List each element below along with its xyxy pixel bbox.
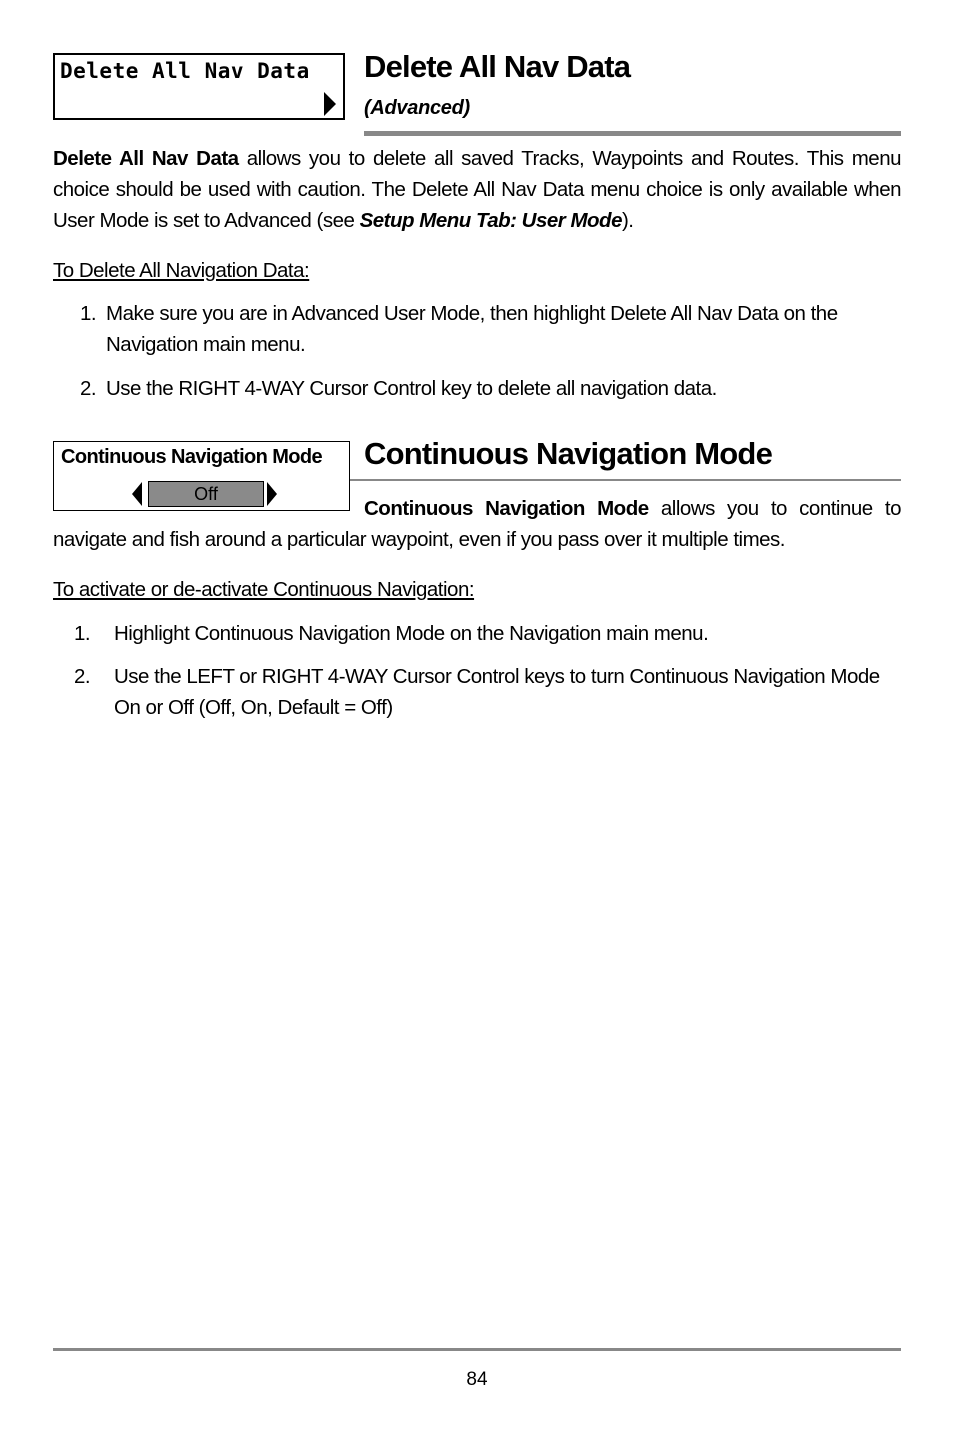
heading-rule: [364, 131, 901, 136]
procedure-title-continuous: To activate or de-activate Continuous Navigation:: [53, 578, 475, 601]
intro-reference: Setup Menu Tab: User Mode: [359, 209, 622, 232]
section-heading-delete-all-nav-data: Delete All Nav Data: [364, 49, 631, 84]
value-selector: [132, 481, 277, 507]
section-heading-continuous-navigation-mode: Continuous Navigation Mode: [364, 436, 773, 471]
section-subheading-advanced: (Advanced): [364, 97, 470, 119]
selected-value: Off: [148, 481, 264, 507]
footer-rule: [53, 1348, 901, 1351]
step-text: Use the RIGHT 4-WAY Cursor Control key to delete all navigation data.: [106, 377, 717, 400]
intro-bold-term: Continuous Navigation Mode: [364, 497, 649, 520]
right-arrow-icon: [267, 482, 277, 506]
step-number: 1.: [74, 622, 91, 645]
step-number: 1.: [80, 302, 97, 325]
delete-all-nav-data-menu-image: [53, 53, 345, 120]
procedure-title-delete: To Delete All Navigation Data:: [53, 259, 310, 282]
delete-nav-intro-paragraph: [53, 143, 901, 236]
list-item: [74, 661, 884, 723]
page-number: 84: [466, 1369, 488, 1390]
continuous-nav-intro-line1: [364, 493, 901, 524]
step-text: Make sure you are in Advanced User Mode, then highlight Delete All Nav Data on the Navigation main menu.: [106, 302, 838, 356]
step-text: Use the LEFT or RIGHT 4-WAY Cursor Control keys to turn Continuous Navigation Mode On or Off (Off, On, Default = Off): [114, 665, 880, 719]
intro-text: allows you to continue to: [648, 497, 901, 520]
intro-text-end: ).: [621, 209, 634, 232]
heading-rule: [350, 479, 901, 481]
list-item: [74, 618, 884, 649]
continuous-nav-intro-line2: navigate and fish around a particular waypoint, even if you pass over it multiple times.: [53, 528, 785, 551]
right-arrow-icon: [324, 92, 336, 116]
intro-text: allows you to delete all saved Tracks, Waypoints and Routes. This menu choice should be used with caution. The Delete All Nav Data menu choice is only available when User Mode is set to Advanced (see: [53, 147, 902, 232]
list-item: [80, 298, 880, 360]
left-arrow-icon: [132, 482, 142, 506]
step-number: 2.: [74, 665, 91, 688]
menu-image-label: Delete All Nav Data: [60, 59, 310, 83]
list-item: [80, 373, 880, 404]
menu-image-label: Continuous Navigation Mode: [61, 446, 323, 468]
step-text: Highlight Continuous Navigation Mode on the Navigation main menu.: [114, 622, 709, 645]
continuous-navigation-mode-menu-image: [53, 441, 350, 511]
intro-bold-term: Delete All Nav Data: [53, 147, 239, 170]
step-number: 2.: [80, 377, 97, 400]
